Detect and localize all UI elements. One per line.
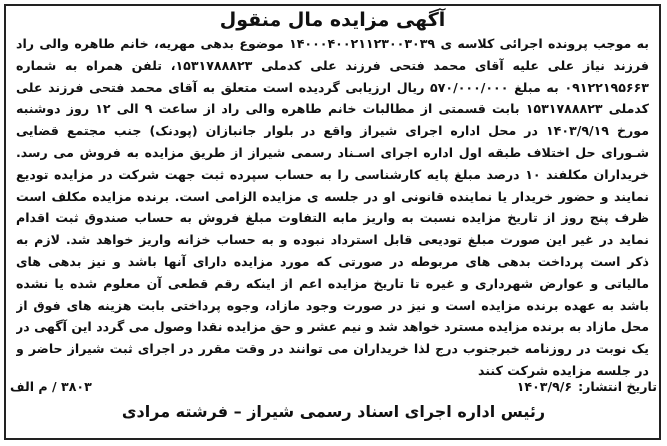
- notice-code: ۳۸۰۳ / م الف: [10, 379, 92, 394]
- publish-date: [517, 378, 657, 396]
- publish-info-row: [10, 378, 657, 396]
- notice-box: [4, 4, 661, 440]
- signature-line: رئیس اداره اجرای اسناد رسمی شیراز – فرشته مرادی: [121, 402, 546, 421]
- notice-body: به موجب پرونده اجرائی کلاسه ی ۱۴۰۰۰۴۰۰۲۱۱۲۳۰۰۳۰۳۹ موضوع بدهی مهریه، خانم طاهره والی راد فرزند نیاز علی علیه آقای محمد فتحی فرزند علی کدملی ۱۵۳۱۷۸۸۸۲۳، تلفن همراه به شماره ۰۹۱۲۲۱۹۵۶۶۳ به مبلغ ۵۷۰/۰۰۰/۰۰۰ ریال ارزیابی گردیده است متعلق به آقای محمد فتحی فرزند علی کدملی ۱۵۳۱۷۸۸۸۲۳ بابت قسمتی از مطالبات خانم طاهره والی راد از ساعت ۹ الی ۱۲ روز دوشنبه مورخ ۱۴۰۳/۹/۱۹ در محل اداره اجرای شیراز واقع در بلوار جانبازان (پودنک) جنب مجتمع قضایی شـورای حل اختلاف طبقه اول اداره اجرای اسـناد رسمی شیراز از طریق مزایده به فروش می رسد. خریداران مکلفند ۱۰ درصد مبلغ پایه کارشناسی را به حساب سپرده ثبت جهت شرکت در مزایده تودیع نمایند و حضور خریدار یا نماینده قانونی او در جلسه ی مزایده الزامی است. برنده مزایده مکلف است ظرف پنج روز از تاریخ مزایده نسبت به واریز مابه التفاوت مبلغ فروش به حساب صندوق ثبت اقدام نماید در غیر این صورت مبلغ تودیعی قابل استرداد نبوده و به حساب خزانه واریز خواهد شد. لازم به ذکر است پرداخت بدهی های مربوطه در صورتی که مورد مزایده دارای آنها باشد و نیز بدهی های مالیاتی و عوارض شهرداری و غیره تا تاریخ مزایده اعم از اینکه رقم قطعی آن معلوم شده یا نشده باشد به عهده برنده مزایده است و نیز در صورت وجود مازاد، وجوه پرداختی بابت هزینه های فوق از محل مازاد به برنده مزایده مسترد خواهد شد و نیم عشر و حق مزایده نقدا وصول می گردد این آگهی در یک نوبت در روزنامه خبرجنوب درج لذا خریداران می توانند در وقت مقرر در اجرای ثبت شیراز حاضر و در جلسه مزایده شرکت کنند: [16, 36, 649, 378]
- publish-date-label: تاریخ انتشار:: [578, 379, 657, 394]
- notice-title: آگهی مزایده مال منقول: [219, 9, 446, 31]
- publish-date-value: ۱۴۰۳/۹/۶: [516, 379, 573, 394]
